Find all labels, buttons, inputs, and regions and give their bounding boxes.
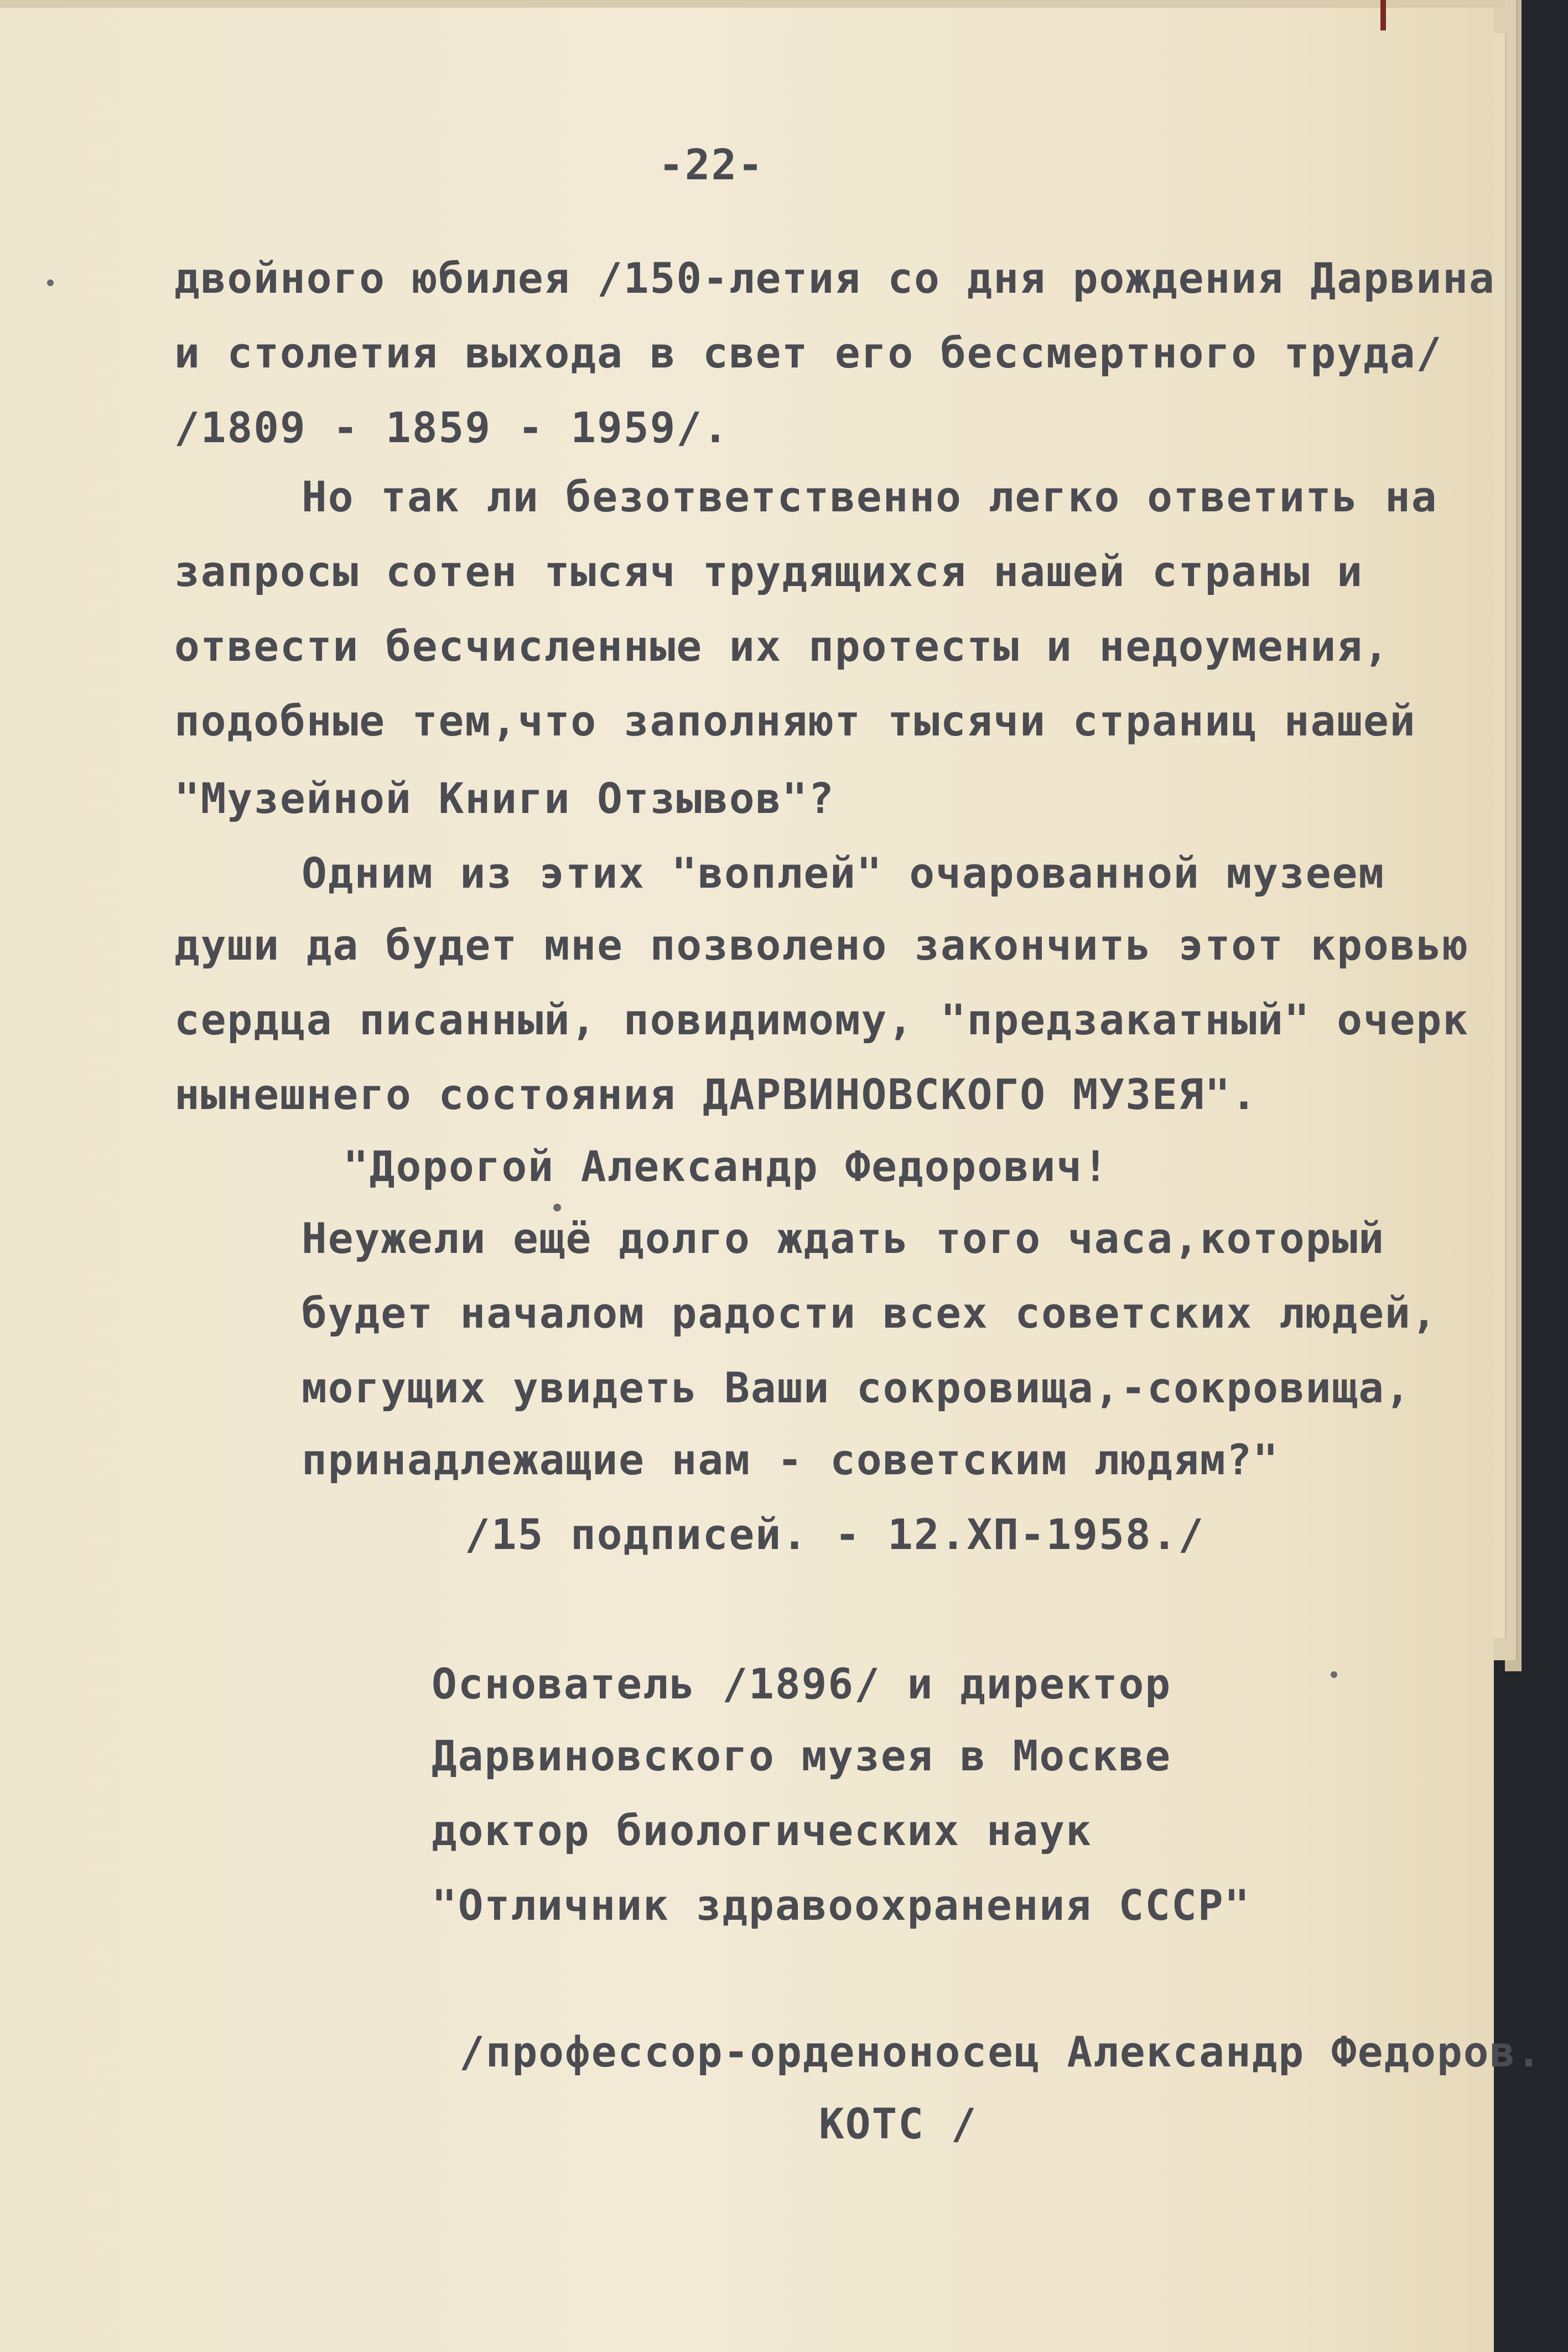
signature-line: "Отличник здравоохранения СССР"	[432, 1880, 1251, 1930]
body-line: /1809 - 1859 - 1959/.	[174, 403, 729, 452]
body-line: души да будет мне позволено закончить этот кровью	[174, 920, 1470, 970]
page-number: -22-	[658, 140, 765, 189]
body-line: сердца писанный, повидимому, "предзакатный" очерк	[174, 995, 1470, 1044]
body-line: Но так ли безответственно легко ответить на	[302, 472, 1438, 521]
body-line: подобные тем,что заполняют тысячи страниц нашей	[174, 696, 1416, 745]
body-line: двойного юбилея /150-летия со дня рождения Дарвина	[174, 253, 1496, 303]
quote-line: Неужели ещё долго ждать того часа,который	[302, 1214, 1385, 1263]
quote-line: принадлежащие нам - советским людям?"	[302, 1435, 1279, 1484]
quote-line: "Дорогой Александр Федорович!	[343, 1142, 1109, 1191]
ink-mark	[1380, 0, 1386, 30]
body-line: и столетия выхода в свет его бессмертного труда/	[174, 328, 1443, 377]
body-line: Одним из этих "воплей" очарованной музеем	[302, 848, 1385, 898]
stray-ink-dot	[1331, 1671, 1337, 1678]
body-line: запросы сотен тысяч трудящихся нашей страны и	[174, 547, 1364, 596]
signature-line: Дарвиновского музея в Москве	[432, 1731, 1172, 1780]
signature-line: Основатель /1896/ и директор	[432, 1659, 1172, 1708]
author-line: /профессор-орденоносец Александр Федоров.	[459, 2027, 1543, 2076]
quote-line: могущих увидеть Ваши сокровища,-сокровища,	[302, 1363, 1411, 1412]
signature-line: доктор биологических наук	[432, 1806, 1092, 1855]
quote-signature: /15 подписей. - 12.ХП-1958./	[465, 1510, 1205, 1559]
quote-line: будет началом радости всех советских людей,	[302, 1288, 1438, 1338]
stray-ink-dot	[47, 279, 54, 286]
stray-ink-dot	[553, 1204, 561, 1211]
page-top-edge	[0, 0, 1505, 8]
author-line: КОТС /	[819, 2099, 978, 2148]
body-line: отвести бесчисленные их протесты и недоумения,	[174, 621, 1390, 671]
body-line: нынешнего состояния ДАРВИНОВСКОГО МУЗЕЯ".	[174, 1070, 1258, 1119]
body-line: "Музейной Книги Отзывов"?	[174, 774, 835, 823]
